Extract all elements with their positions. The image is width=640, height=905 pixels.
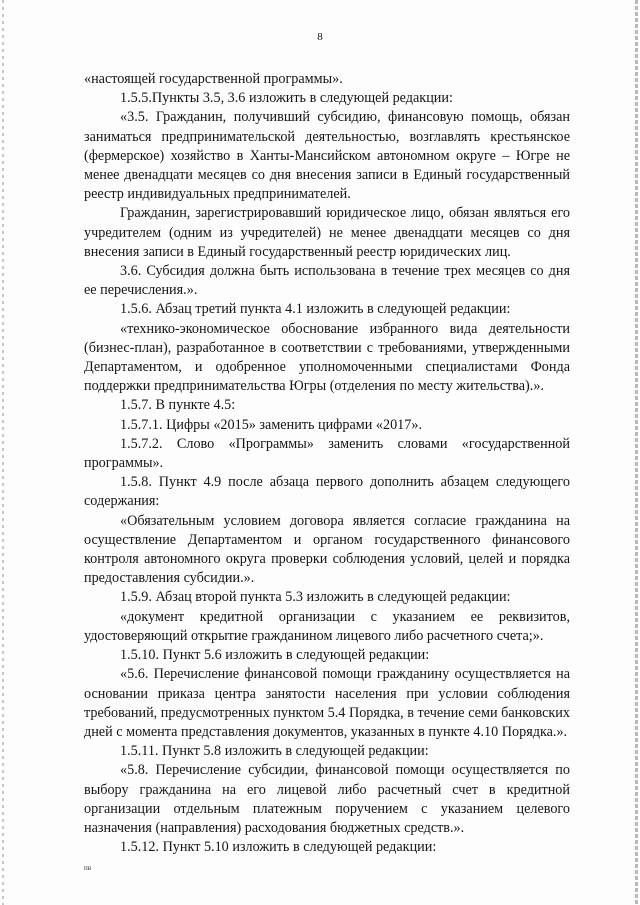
paragraph: 1.5.5.Пункты 3.5, 3.6 изложить в следующей редакции: xyxy=(120,90,453,107)
paragraph: «5.8. Перечисление субсидии, финансовой помощи осуществляется по выбору гражданина на его лицевой либо расчетный счет в кредитной организации отдельным платежным поручением с указанием целевого назначения (направления) расходования бюджетных средств.». xyxy=(84,762,570,836)
paragraph: 1.5.11. Пункт 5.8 изложить в следующей редакции: xyxy=(120,743,429,760)
footer-code: пв xyxy=(84,864,92,872)
paragraph: 1.5.12. Пункт 5.10 изложить в следующей редакции: xyxy=(120,839,437,856)
paragraph: 1.5.8. Пункт 4.9 после абзаца первого дополнить абзацем следующего содержания: xyxy=(84,474,570,510)
paragraph: «настоящей государственной программы». xyxy=(84,71,343,87)
page-number: 8 xyxy=(317,31,323,43)
document-body xyxy=(84,70,570,857)
paragraph: 1.5.6. Абзац третий пункта 4.1 изложить в следующей редакции: xyxy=(120,301,511,318)
paragraph: «технико-экономическое обоснование избранного вида деятельности (бизнес-план), разработанное в соответствии с требованиями, утвержденными Департаментом, и одобренное уполномоченными специалистами Фонда поддержки предпринимательства Югры (отделения по месту жительства).». xyxy=(84,320,570,395)
scan-edge-left xyxy=(2,0,4,905)
paragraph: 1.5.7.2. Слово «Программы» заменить словами «государственной программы». xyxy=(84,435,570,472)
paragraph: «3.5. Гражданин, получивший субсидию, финансовую помощь, обязан заниматься предпринимательской деятельностью, возглавлять крестьянское (фермерское) хозяйство в Ханты-Мансийском автономном округе – Югре не менее двенадцати месяцев со дня внесения записи в Единый государственный реестр индивидуальных предпринимателей. xyxy=(84,109,570,203)
scan-edge-right xyxy=(635,0,638,905)
paragraph: «Обязательным условием договора является согласие гражданина на осуществление Департаментом и органом государственного финансового контроля автономного округа проверки соблюдения условий, целей и порядка предоставления субсидии.». xyxy=(84,512,570,587)
paragraph: 3.6. Субсидия должна быть использована в течение трех месяцев со дня ее перечисления.». xyxy=(84,263,570,299)
paragraph: 1.5.7. В пункте 4.5: xyxy=(120,397,236,414)
paragraph: 1.5.7.1. Цифры «2015» заменить цифрами «2017». xyxy=(120,416,422,433)
paragraph: «документ кредитной организации с указанием ее реквизитов, удостоверяющий открытие гражданином лицевого либо расчетного счета;». xyxy=(84,608,570,644)
paragraph: 1.5.10. Пункт 5.6 изложить в следующей редакции: xyxy=(120,647,430,664)
paragraph: Гражданин, зарегистрировавший юридическое лицо, обязан являться его учредителем (одним из учредителей) не менее двенадцати месяцев со дня внесения записи в Единый государственный реестр юридических лиц. xyxy=(84,205,570,260)
paragraph: 1.5.9. Абзац второй пункта 5.3 изложить в следующей редакции: xyxy=(120,589,511,606)
paragraph: «5.6. Перечисление финансовой помощи гражданину осуществляется на основании приказа центра занятости населения при условии соблюдения требований, предусмотренных пунктом 5.4 Порядка, в течение семи банковских дней с момента представления документов, указанных в пункте 4.10 Порядка.». xyxy=(84,666,570,740)
